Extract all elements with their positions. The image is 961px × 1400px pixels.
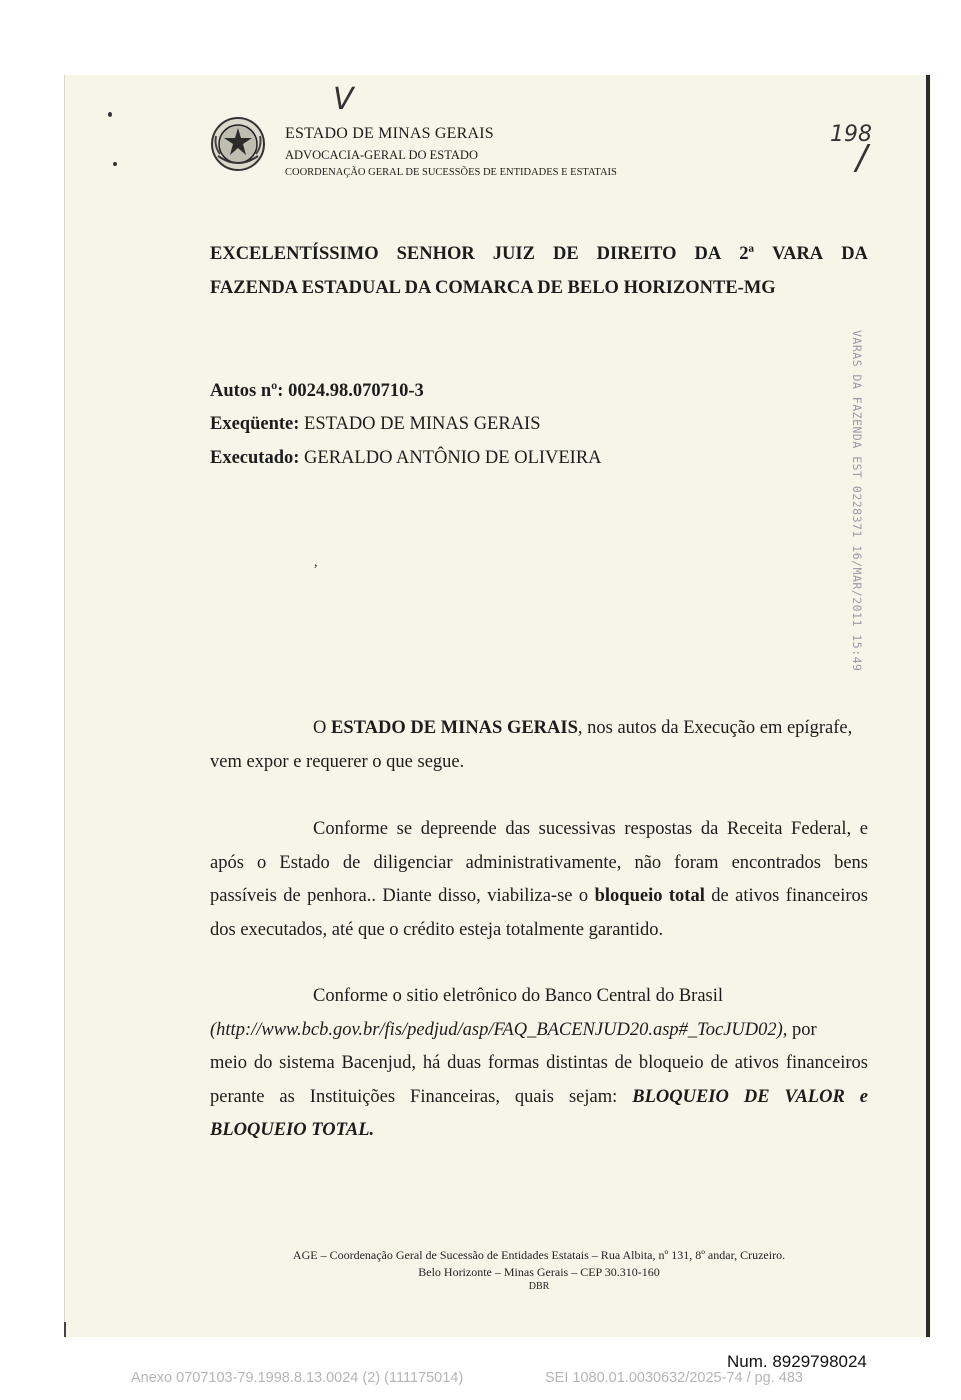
paragraph-line: dos executados, até que o crédito esteja totalmente garantido. [210, 919, 664, 940]
text: perante as Instituições Financeiras, quais sejam: [210, 1086, 633, 1107]
scan-speck [108, 112, 112, 117]
title-word: EXCELENTÍSSIMO [210, 244, 379, 264]
bacen-url: (http://www.bcb.gov.br/fis/pedjud/asp/FAQ_BACENJUD20.asp#_TocJUD02), [210, 1019, 788, 1040]
text: , nos autos da Execução em epígrafe, [577, 718, 853, 738]
paragraph-line [210, 1014, 868, 1048]
paragraph-intro [210, 712, 868, 779]
plaintiff-value: ESTADO DE MINAS GERAIS [304, 414, 541, 434]
paragraph-line [210, 712, 868, 746]
letterhead-agency: ADVOCACIA-GERAL DO ESTADO [285, 148, 478, 162]
title-word: SENHOR [396, 244, 475, 264]
paragraph-receita [210, 813, 868, 947]
word: Banco [544, 986, 592, 1006]
word: Central [596, 986, 652, 1006]
defendant-value: GERALDO ANTÔNIO DE OLIVEIRA [304, 448, 602, 468]
paragraph-line: vem expor e requerer o que segue. [210, 751, 465, 772]
addressee-line-1 [210, 244, 868, 265]
word: do [521, 986, 541, 1006]
defendant-label: Executado: [210, 448, 300, 468]
title-word: DIREITO [596, 244, 677, 264]
stray-mark: , [314, 555, 318, 570]
paragraph-line-emphasis: BLOQUEIO TOTAL. [210, 1120, 375, 1140]
sei-reference: SEI 1080.01.0030632/2025-74 / pg. 483 [545, 1370, 803, 1386]
paragraph-line: meio do sistema Bacenjud, há duas formas distintas de bloqueio de ativos financeiros [210, 1053, 868, 1073]
paragraph-line [210, 880, 868, 914]
title-word: VARA [772, 244, 824, 264]
scan-edge-mark [64, 1322, 66, 1337]
letterhead-coordination: COORDENAÇÃO GERAL DE SUCESSÕES DE ENTIDADES E ESTATAIS [285, 167, 617, 178]
paragraph-line [210, 980, 868, 1014]
coat-of-arms-icon [210, 116, 266, 172]
word: do [655, 986, 675, 1006]
handwritten-check-mark: V [333, 82, 354, 117]
paragraph-bacenjud [210, 980, 868, 1148]
word: eletrônico [443, 986, 517, 1006]
text: passíveis de penhora.. Diante disso, viabiliza-se o [210, 886, 595, 906]
title-word: DA [841, 244, 868, 264]
addressee-line-2: FAZENDA ESTADUAL DA COMARCA DE BELO HORIZONTE-MG [210, 278, 776, 298]
word: Conforme [313, 986, 389, 1006]
footer-address: AGE – Coordenação Geral de Sucessão de Entidades Estatais – Rua Albita, nº 131, 8º andar, Cruzeiro. [292, 1248, 786, 1262]
letterhead-state: ESTADO DE MINAS GERAIS [285, 125, 494, 142]
emphasis: bloqueio total [594, 886, 705, 906]
defendant [210, 448, 602, 469]
document-number: Num. 8929798024 [727, 1352, 867, 1371]
title-word: JUIZ [492, 244, 535, 264]
case-number-label: Autos nº: [210, 381, 284, 401]
plaintiff-label: Exeqüente: [210, 414, 300, 434]
title-word: DA [694, 244, 722, 264]
paragraph-line [210, 1081, 868, 1115]
annex-reference: Anexo 0707103-79.1998.8.13.0024 (2) (111175014) [131, 1370, 464, 1386]
scan-edge [926, 75, 930, 1337]
handwritten-page-number: 198 [830, 122, 872, 147]
word: por [792, 1019, 817, 1040]
protocol-stamp: VARAS DA FAZENDA EST 0228371 16/MAR/2011 15:49 [850, 330, 864, 672]
case-number-value: 0024.98.070710-3 [288, 381, 424, 401]
word: sitio [406, 986, 439, 1006]
footer-city: Belo Horizonte – Minas Gerais – CEP 30.310-160 [418, 1265, 660, 1279]
text: de ativos financeiros [704, 886, 868, 906]
paragraph-line: Conforme se depreende das sucessivas respostas da Receita Federal, e [313, 819, 868, 839]
title-word: DE [552, 244, 579, 264]
scan-speck [113, 162, 117, 166]
footer-initials: DBR [528, 1281, 550, 1292]
word: Brasil [678, 986, 724, 1006]
handwritten-initial-mark: / [856, 138, 868, 178]
title-word: 2ª [739, 244, 755, 264]
emphasis: BLOQUEIO DE VALOR e [632, 1086, 868, 1107]
party-name: ESTADO DE MINAS GERAIS [331, 718, 578, 738]
plaintiff [210, 414, 541, 435]
paragraph-line: após o Estado de diligenciar administrativamente, não foram encontrados bens [210, 852, 868, 873]
word: o [392, 986, 402, 1006]
text: O [313, 718, 331, 738]
case-number [210, 381, 424, 402]
